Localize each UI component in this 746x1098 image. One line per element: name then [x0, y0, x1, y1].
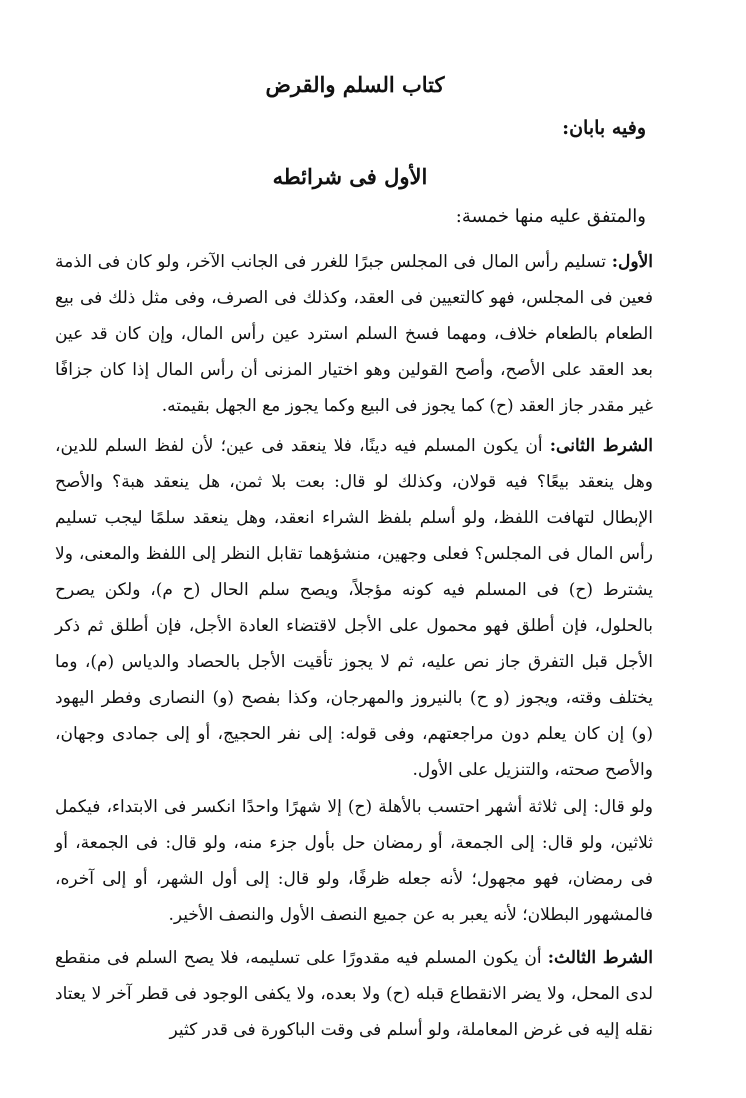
paragraph-second-condition — [55, 428, 653, 788]
paragraph-lead: الشرط الثانى: — [549, 436, 653, 456]
paragraph-first-condition — [55, 244, 653, 424]
paragraph-text: أن يكون المسلم فيه دينًا، فلا ينعقد فى عين؛ لأن لفظ السلم للدين، وهل ينعقد بيعًا؟ فيه قولان، وكذلك لو قال: بعت بلا ثمن، هل ينعقد هبة؟ والأصح الإبطال لتهافت اللفظ، ولو أسلم بلفظ الشراء انعقد، وهل ينعقد سلمًا ليجب تسليم رأس المال فى المجلس؟ فعلى وجهين، منشؤهما تقابل النظر إلى اللفظ والمعنى، ولا يشترط (ح) فى المسلم فيه كونه مؤجلاً، ويصح سلم الحال (ح م)، ولكن يصرح بالحلول، فإن أطلق فهو محمول على الأجل لاقتضاء العادة الأجل، فإن أطلق ثم ذكر الأجل قبل التفرق جاز نص عليه، ثم لا يجوز تأقيت الأجل بالحصاد والدياس (م)، وما يختلف وقته، ويجوز (و ح) بالنيروز والمهرجان، وكذا بفصح (و) النصارى وفطر اليهود (و) إن كان يعلم دون مراجعتهم، وفى قوله: إلى نفر الحجيج، أو إلى جمادى وجهان، والأصح صحته، والتنزيل على الأول. — [55, 436, 653, 780]
paragraph-third-condition — [55, 940, 653, 1048]
paragraph-months — [55, 789, 653, 933]
intro-line: والمتفق عليه منها خمسة: — [455, 206, 646, 227]
paragraph-text: ولو قال: إلى ثلاثة أشهر احتسب بالأهلة (ح) إلا شهرًا واحدًا انكسر فى الابتداء، فيكمل ثلاثين، ولو قال: إلى الجمعة، أو رمضان حل بأول جزء منه، ولو قال: فى الجمعة، أو فى رمضان، فهو مجهول؛ لأنه جعله ظرفًا، ولو قال: إلى أول الشهر، أو إلى آخره، فالمشهور البطلان؛ لأنه يعبر به عن جميع النصف الأول والنصف الأخير. — [55, 797, 653, 925]
book-title: كتاب السلم والقرض — [265, 72, 445, 97]
paragraph-lead: الشرط الثالث: — [547, 948, 654, 968]
paragraph-lead: الأول: — [611, 252, 653, 272]
section-title: الأول فى شرائطه — [272, 164, 428, 189]
paragraph-text: أن يكون المسلم فيه مقدورًا على تسليمه، فلا يصح السلم فى منقطع لدى المحل، ولا يضر الانقطاع قبله (ح) ولا بعده، ولا يكفى الوجود فى قطر آخر لا يعتاد نقله إليه فى غرض المعاملة، ولو أسلم فى وقت الباكورة فى قدر كثير — [55, 948, 653, 1040]
paragraph-text: تسليم رأس المال فى المجلس جبرًا للغرر فى الجانب الآخر، ولو كان فى الذمة فعين فى المجلس، فهو كالتعيين فى العقد، وكذلك فى الصرف، وفى مثل ذلك فى بيع الطعام بالطعام خلاف، ومهما فسخ السلم استرد عين رأس المال، وإن كان قد عين بعد العقد على الأصح، وأصح القولين وهو اختيار المزنى أن رأس المال إذا كان جزافًا غير مقدر جاز العقد (ح) كما يجوز فى البيع وكما يجوز مع الجهل بقيمته. — [55, 252, 653, 416]
chapters-line: وفيه بابان: — [562, 117, 646, 139]
